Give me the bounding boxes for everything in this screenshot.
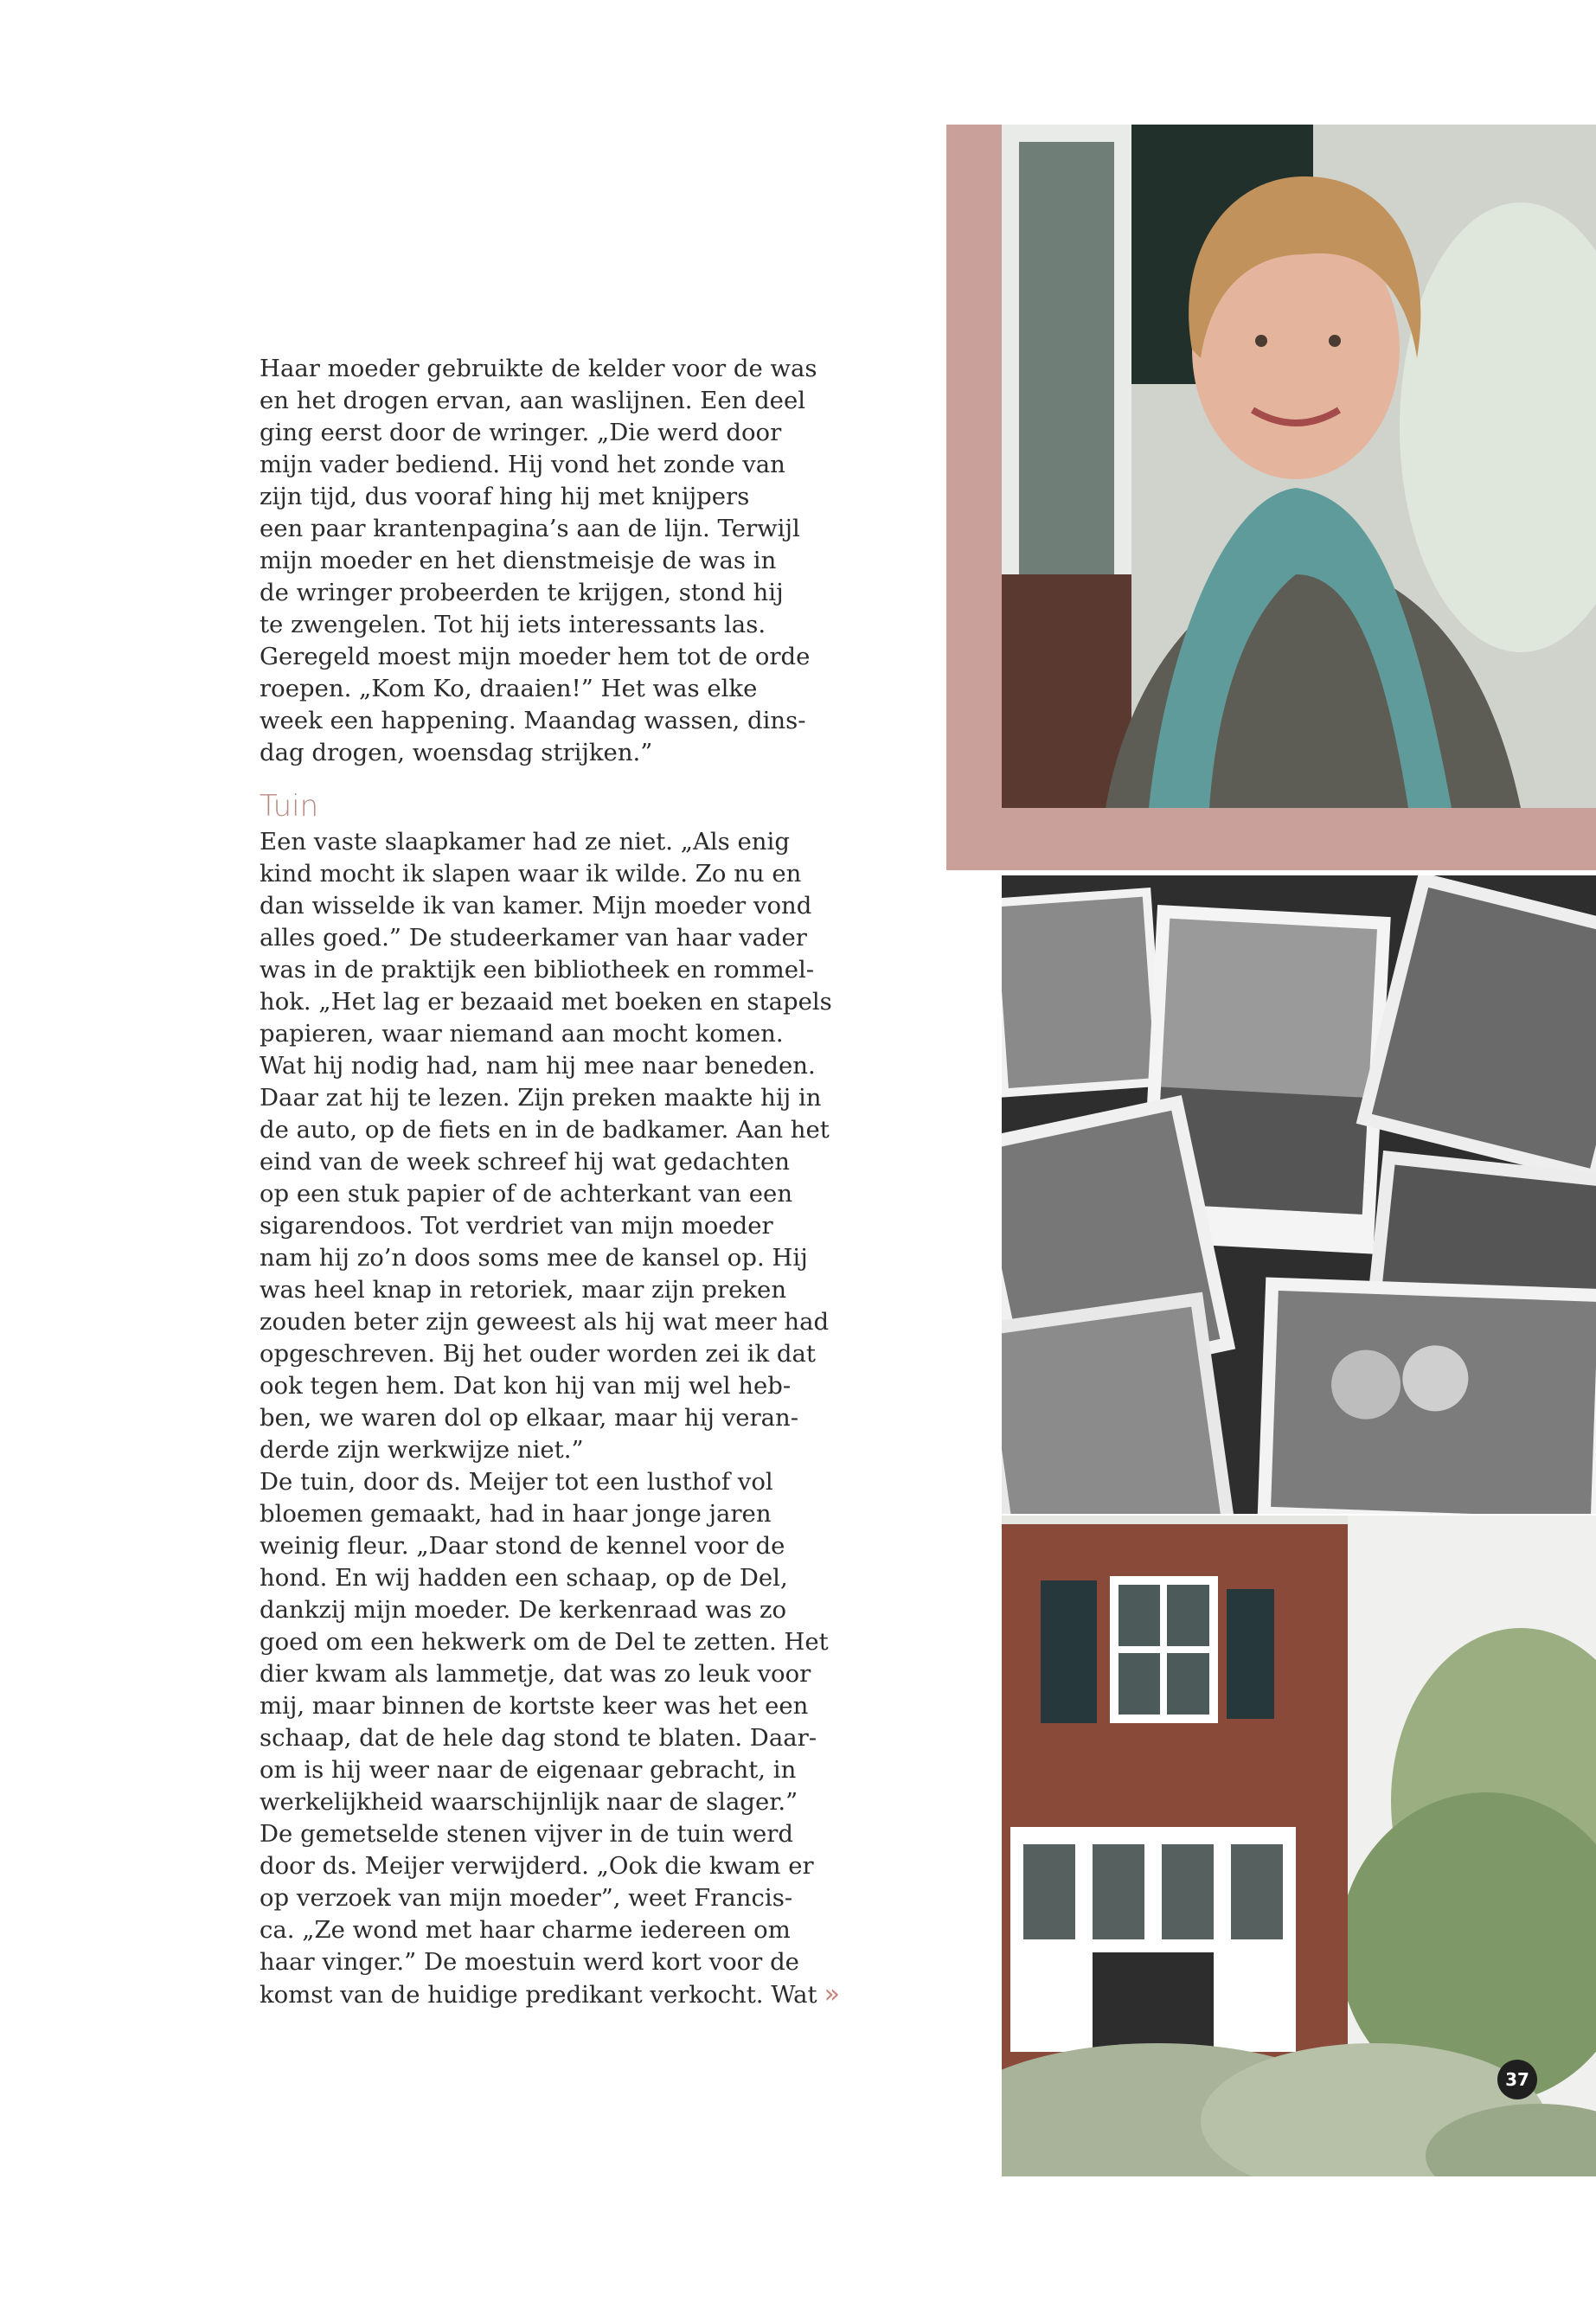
text-line: zouden beter zijn geweest als hij wat meer had — [260, 1308, 830, 1336]
text-line: zijn tijd, dus vooraf hing hij met knijpers — [260, 483, 750, 510]
text-line: ben, we waren dol op elkaar, maar hij veran- — [260, 1404, 799, 1432]
text-line: de auto, op de fiets en in de badkamer. Aan het — [260, 1116, 830, 1144]
text-line: hok. „Het lag er bezaaid met boeken en stapels — [260, 988, 832, 1016]
text-line: de wringer probeerden te krijgen, stond hij — [260, 579, 784, 606]
text-line: De tuin, door ds. Meijer tot een lusthof vol — [260, 1468, 773, 1496]
text-line: was in de praktijk een bibliotheek en rommel- — [260, 956, 815, 984]
text-line: dankzij mijn moeder. De kerkenraad was zo — [260, 1596, 787, 1624]
text-line: en het drogen ervan, aan waslijnen. Een deel — [260, 387, 806, 414]
text-line: dier kwam als lammetje, dat was zo leuk voor — [260, 1660, 811, 1688]
text-line: dag drogen, woensdag strijken.” — [260, 739, 653, 766]
text-line: schaap, dat de hele dag stond te blaten. Daar- — [260, 1724, 817, 1752]
text-line: eind van de week schreef hij wat gedachten — [260, 1148, 790, 1176]
section-heading: Tuin — [260, 789, 319, 824]
text-line: om is hij weer naar de eigenaar gebracht, in — [260, 1756, 797, 1784]
text-line: ook tegen hem. Dat kon hij van mij wel heb- — [260, 1372, 792, 1400]
text-line: alles goed.” De studeerkamer van haar vader — [260, 924, 807, 952]
continue-arrow-icon: » — [824, 1979, 840, 2009]
text-line: weinig fleur. „Daar stond de kennel voor de — [260, 1532, 785, 1560]
text-line: was heel knap in retoriek, maar zijn preken — [260, 1276, 787, 1304]
text-line: Haar moeder gebruikte de kelder voor de was — [260, 355, 817, 382]
text-line: goed om een hekwerk om de Del te zetten. Het — [260, 1628, 829, 1656]
text-line: Daar zat hij te lezen. Zijn preken maakte hij in — [260, 1084, 822, 1112]
text-line: opgeschreven. Bij het ouder worden zei ik dat — [260, 1340, 816, 1368]
text-line-last — [260, 1978, 840, 2011]
text-line: mijn moeder en het dienstmeisje de was in — [260, 547, 777, 574]
text-line: te zwengelen. Tot hij iets interessants las. — [260, 611, 766, 638]
text-line: ca. „Ze wond met haar charme iedereen om — [260, 1916, 791, 1944]
text-line: werkelijkheid waarschijnlijk naar de slager.” — [260, 1788, 798, 1816]
text-line: komst van de huidige predikant verkocht. Wat — [260, 1981, 817, 2009]
text-line: op een stuk papier of de achterkant van een — [260, 1180, 793, 1208]
text-line: Een vaste slaapkamer had ze niet. „Als enig — [260, 828, 790, 856]
text-line: roepen. „Kom Ko, draaien!” Het was elke — [260, 675, 758, 702]
text-line: op verzoek van mijn moeder”, weet Francis- — [260, 1884, 793, 1912]
text-line: Geregeld moest mijn moeder hem tot de orde — [260, 643, 811, 670]
page-number: 37 — [1497, 2060, 1537, 2099]
text-line: Wat hij nodig had, nam hij mee naar beneden. — [260, 1052, 816, 1080]
text-line: sigarendoos. Tot verdriet van mijn moeder — [260, 1212, 773, 1240]
text-line: kind mocht ik slapen waar ik wilde. Zo nu en — [260, 860, 802, 888]
text-line: papieren, waar niemand aan mocht komen. — [260, 1020, 784, 1048]
text-line: nam hij zo’n doos soms mee de kansel op. Hij — [260, 1244, 808, 1272]
text-line: haar vinger.” De moestuin werd kort voor de — [260, 1948, 799, 1976]
text-line: mijn vader bediend. Hij vond het zonde van — [260, 451, 785, 478]
text-line: ging eerst door de wringer. „Die werd door — [260, 419, 782, 446]
text-line: hond. En wij hadden een schaap, op de Del, — [260, 1564, 788, 1592]
text-line: dan wisselde ik van kamer. Mijn moeder vond — [260, 892, 812, 920]
portrait-photo — [1002, 125, 1596, 808]
article-column — [260, 353, 840, 2011]
paragraph-garden — [260, 1466, 840, 2011]
text-line: week een happening. Maandag wassen, dins- — [260, 707, 806, 734]
text-line: door ds. Meijer verwijderd. „Ook die kwam er — [260, 1852, 814, 1880]
paragraph-study — [260, 826, 832, 1466]
text-line: mij, maar binnen de kortste keer was het een — [260, 1692, 809, 1720]
text-line: een paar krantenpagina’s aan de lijn. Terwijl — [260, 515, 800, 542]
text-line: De gemetselde stenen vijver in de tuin werd — [260, 1820, 794, 1848]
text-line: bloemen gemaakt, had in haar jonge jaren — [260, 1500, 772, 1528]
text-line: derde zijn werkwijze niet.” — [260, 1436, 584, 1464]
paragraph-laundry — [260, 353, 817, 769]
old-photos-collage — [1002, 875, 1596, 1514]
